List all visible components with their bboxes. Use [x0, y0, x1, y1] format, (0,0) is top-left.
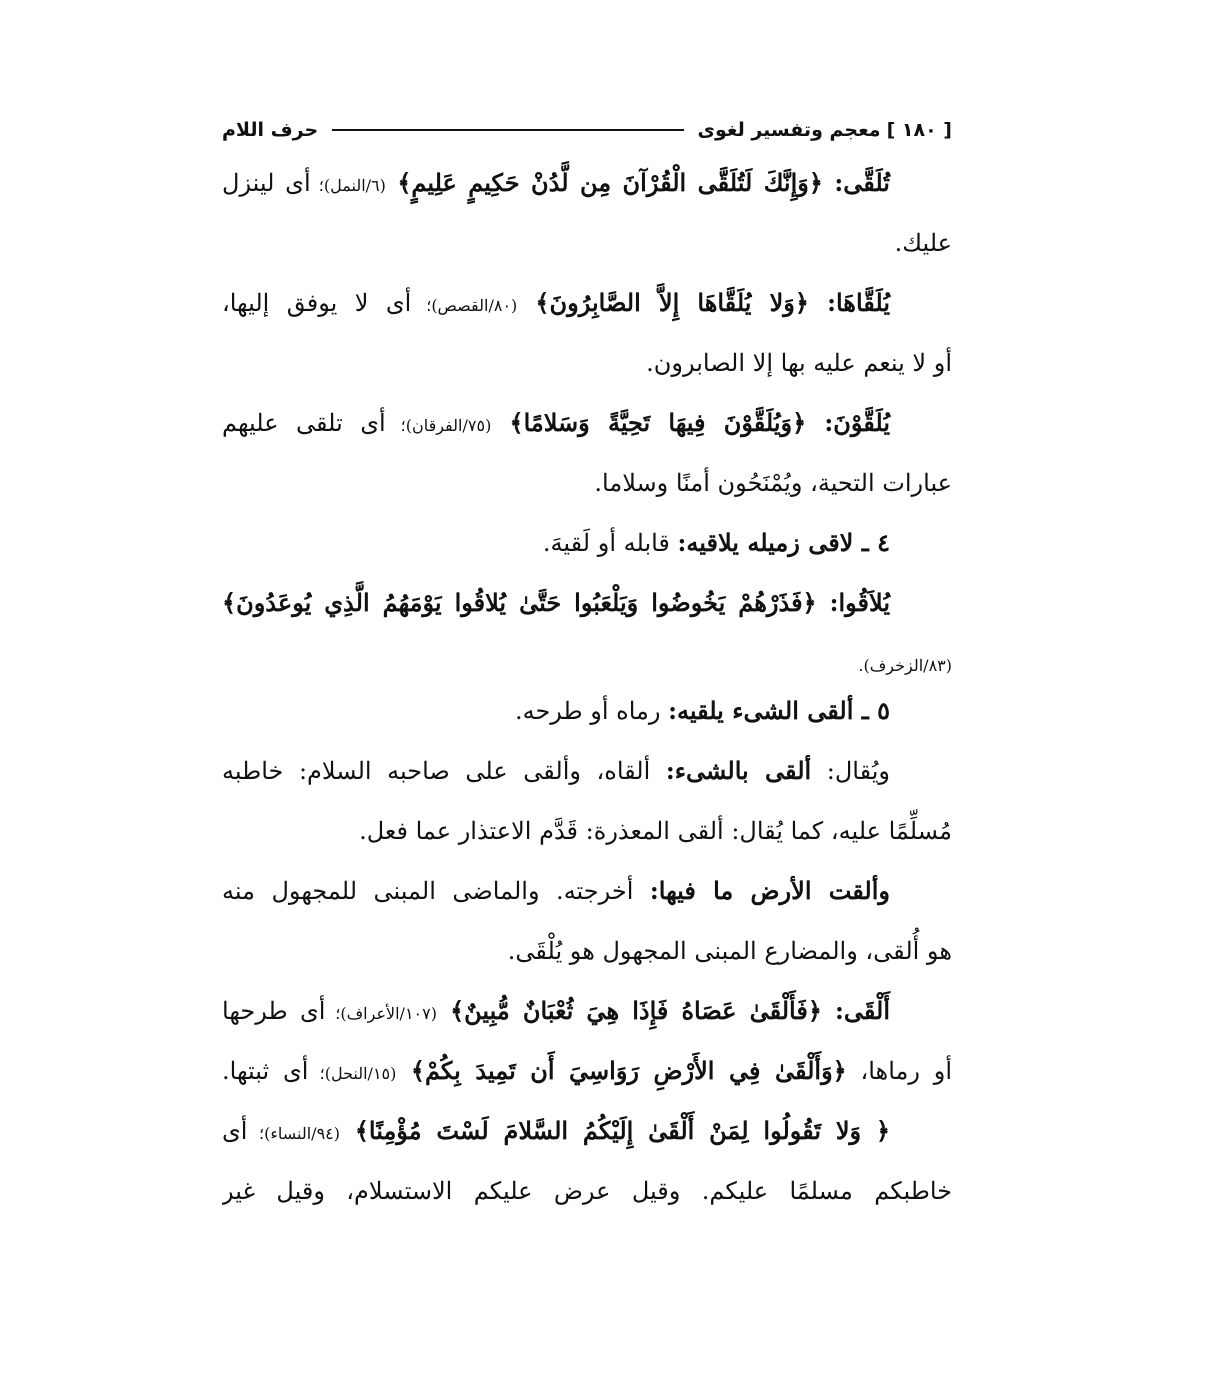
text-line — [222, 866, 952, 926]
body-text-run: أى طرحها — [222, 997, 326, 1025]
page-number: [ ١٨٠ ] — [886, 119, 952, 141]
body-text-run: قابله أو لَقيهَ. — [542, 529, 678, 557]
verse-reference: (٦/النمل)؛ — [310, 176, 386, 195]
headword: أَلْقَى: — [835, 996, 891, 1025]
text-line — [222, 338, 952, 398]
text-line — [222, 458, 952, 518]
body-text-run: هو أُلقى، والمضارع المبنى المجهول هو يُلْقَى. — [507, 937, 952, 965]
body-text-run: أخرجته. والماضى المبنى للمجهول منه — [222, 877, 650, 905]
verse-reference: (١٠٧/الأعراف)؛ — [325, 1004, 437, 1023]
text-line — [222, 578, 952, 638]
text-line — [222, 686, 952, 746]
body-text-run: أى — [222, 1117, 248, 1145]
quran-quote: ﴿وَلا يُلَقَّاهَا إِلاَّ الصَّابِرُونَ﴾ — [517, 288, 828, 317]
text-line — [222, 278, 952, 338]
body-text-run: خاطبكم مسلمًا عليكم. وقيل عرض عليكم الاستسلام، وقيل غير — [222, 1177, 952, 1205]
headword: ٤ ـ لاقى زميله يلاقيه: — [677, 528, 890, 557]
body-text-run: عليك. — [894, 229, 952, 257]
body-text-run: ويُقال: — [811, 757, 890, 785]
headword: يُلَقَّاهَا: — [827, 288, 891, 317]
quran-quote: ﴿فَذَرْهُمْ يَخُوضُوا وَيَلْعَبُوا حَتَّىٰ يُلاقُوا يَوْمَهُمُ الَّذِي يُوعَدُونَ﴾ — [222, 588, 830, 617]
headword: يُلاَقُوا: — [829, 588, 890, 617]
text-line — [222, 518, 952, 578]
text-line — [222, 986, 952, 1046]
document-page — [222, 112, 952, 1226]
body-text-run: أو لا ينعم عليه بها إلا الصابرون. — [646, 349, 952, 377]
quran-quote: ﴿ وَلا تَقُولُوا لِمَنْ أَلْقَىٰ إِلَيْكُمُ السَّلامَ لَسْتَ مُؤْمِنًا﴾ — [340, 1116, 891, 1145]
text-line — [222, 806, 952, 866]
text-line — [222, 1046, 952, 1106]
body-text-run: أى تلقى عليهم — [222, 409, 386, 437]
quran-quote: ﴿وَإِنَّكَ لَتُلَقَّى الْقُرْآنَ مِن لَّدُنْ حَكِيمٍ عَلِيمٍ﴾ — [385, 168, 835, 197]
quran-quote: ﴿وَيُلَقَّوْنَ فِيهَا تَحِيَّةً وَسَلامًا﴾ — [491, 408, 825, 437]
body-text-run: ألقاه، وألقى على صاحبه السلام: خاطبه — [222, 757, 666, 785]
body-text-run: مُسلِّمًا عليه، كما يُقال: ألقى المعذرة: قَدَّم الاعتذار عما فعل. — [359, 817, 952, 845]
headword: وألقت الأرض ما فيها: — [649, 876, 891, 905]
text-line — [222, 746, 952, 806]
quran-quote: ﴿فَأَلْقَىٰ عَصَاهُ فَإِذَا هِيَ ثُعْبَانٌ مُّبِينٌ﴾ — [436, 996, 836, 1025]
section-title: حرف اللام — [222, 119, 319, 141]
running-header — [222, 112, 952, 148]
header-rule — [332, 129, 683, 131]
verse-reference: (٨٠/القصص)؛ — [411, 296, 518, 315]
verse-reference: (٧٥/الفرقان)؛ — [385, 416, 492, 435]
body-text-run: أى لينزل — [222, 169, 311, 197]
verse-reference: (٨٣/الزخرف). — [858, 656, 952, 675]
book-title: معجم وتفسير لغوى — [697, 119, 881, 141]
body-text-run: عبارات التحية، ويُمْنَحُون أمنًا وسلاما. — [594, 469, 952, 497]
text-line — [222, 926, 952, 986]
headword: يُلَقَّوْنَ: — [824, 408, 890, 437]
verse-reference: (١٥/النحل)؛ — [308, 1064, 397, 1083]
quran-quote: ﴿وَأَلْقَىٰ فِي الأَرْضِ رَوَاسِيَ أَن تَمِيدَ بِكُمْ﴾ — [396, 1056, 847, 1085]
text-line — [222, 158, 952, 218]
body-text-run: أو رماها، — [846, 1057, 952, 1085]
body-text — [222, 158, 952, 1226]
text-line — [222, 638, 952, 686]
body-text-run: أى ثبتها. — [222, 1057, 309, 1085]
verse-reference: (٩٤/النساء)؛ — [247, 1124, 340, 1143]
text-line — [222, 398, 952, 458]
body-text-run: أى لا يوفق إليها، — [222, 289, 412, 317]
body-text-run: رماه أو طرحه. — [514, 697, 669, 725]
headword: ألقى بالشىء: — [665, 756, 812, 785]
text-line — [222, 1166, 952, 1226]
text-line — [222, 218, 952, 278]
text-line — [222, 1106, 952, 1166]
headword: تُلَقَّى: — [834, 168, 890, 197]
headword: ٥ ـ ألقى الشىء يلقيه: — [668, 696, 890, 725]
